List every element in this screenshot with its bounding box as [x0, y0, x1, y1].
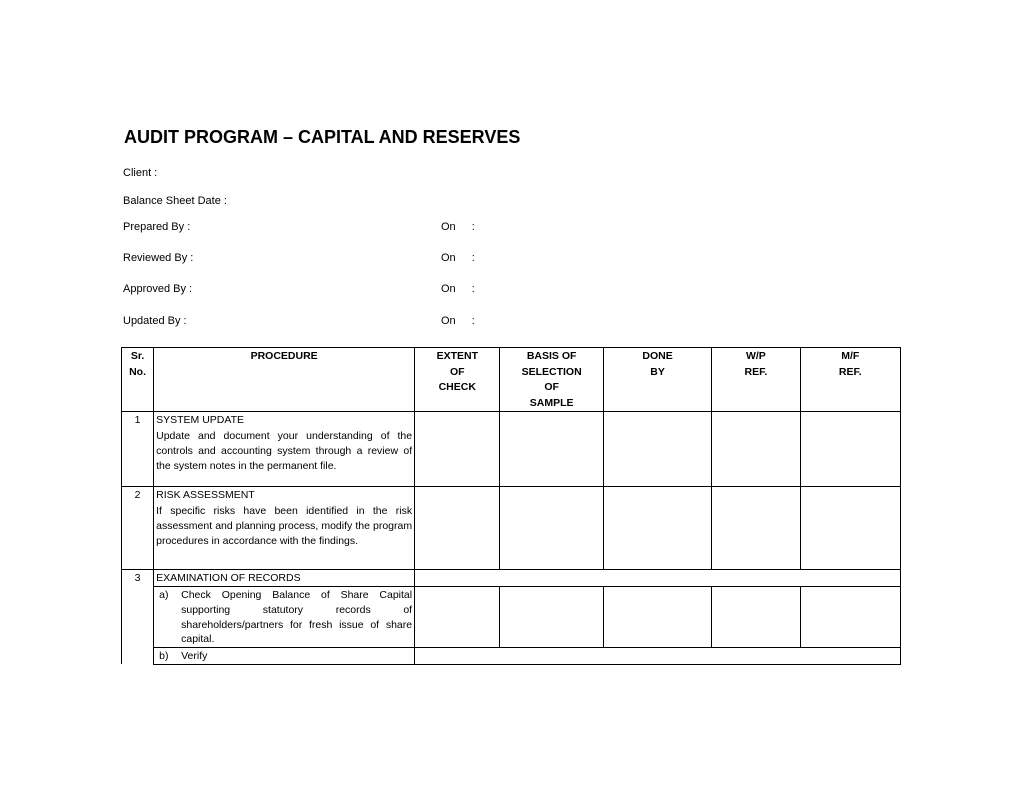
header-basis-of-selection: BASIS OF SELECTION OF SAMPLE [500, 348, 603, 412]
subitem-spacer [415, 648, 901, 665]
on-text: On [441, 283, 456, 295]
on-colon: : [471, 221, 475, 233]
extent-cell[interactable] [415, 487, 500, 570]
section-title: RISK ASSESSMENT [156, 489, 255, 501]
on-text: On [441, 315, 456, 327]
wp-ref-cell[interactable] [712, 587, 800, 648]
updated-on-label [441, 315, 475, 327]
table-row [122, 487, 901, 570]
on-text: On [441, 252, 456, 264]
extent-cell[interactable] [415, 587, 500, 648]
updated-by-label: Updated By : [123, 315, 187, 327]
header-wp-ref: W/P REF. [712, 348, 800, 412]
basis-cell[interactable] [500, 587, 603, 648]
reviewed-by-label: Reviewed By : [123, 252, 194, 264]
on-colon: : [471, 315, 475, 327]
wp-ref-cell[interactable] [712, 412, 800, 487]
procedure-subitem-cell [154, 648, 415, 665]
header-procedure: PROCEDURE [154, 348, 415, 412]
approved-on-label [441, 283, 475, 295]
on-colon: : [471, 283, 475, 295]
mf-ref-cell[interactable] [800, 487, 900, 570]
basis-cell[interactable] [500, 412, 603, 487]
procedure-subitem-cell [154, 587, 415, 648]
row-sr-no: 1 [122, 412, 154, 487]
table-row [122, 570, 901, 587]
client-label: Client : [123, 167, 158, 179]
done-by-cell[interactable] [603, 487, 711, 570]
reviewed-on-label [441, 252, 475, 264]
mf-ref-cell[interactable] [800, 412, 900, 487]
header-sr-no: Sr. No. [122, 348, 154, 412]
on-colon: : [471, 252, 475, 264]
done-by-cell[interactable] [603, 587, 711, 648]
procedure-cell [154, 412, 415, 487]
section-body: If specific risks have been identified in the risk assessment and planning process, modify the program procedures in accordance with the findings. [156, 505, 413, 547]
prepared-by-label: Prepared By : [123, 221, 191, 233]
page-title: AUDIT PROGRAM – CAPITAL AND RESERVES [124, 127, 521, 147]
section-title-spacer [415, 570, 901, 587]
approved-by-label: Approved By : [123, 283, 193, 295]
subitem-text: Verify [181, 650, 208, 663]
header-mf-ref: M/F REF. [800, 348, 900, 412]
table-row [122, 412, 901, 487]
procedure-cell [154, 487, 415, 570]
subitem-text: Check Opening Balance of Share Capital supporting statutory records of shareholders/partners for fresh issue of share capital. [181, 589, 413, 646]
row-sr-no: 2 [122, 487, 154, 570]
subitem-letter: b) [159, 650, 169, 663]
header-done-by: DONE BY [603, 348, 711, 412]
table-row [122, 587, 901, 648]
on-text: On [441, 221, 456, 233]
basis-cell[interactable] [500, 487, 603, 570]
wp-ref-cell[interactable] [712, 487, 800, 570]
subitem-letter: a) [159, 589, 169, 601]
prepared-on-label [441, 221, 475, 233]
list-item [154, 587, 414, 647]
section-body: Update and document your understanding of the controls and accounting system through a review of the system notes in the permanent file. [156, 430, 413, 472]
row-sr-no: 3 [122, 570, 154, 665]
mf-ref-cell[interactable] [800, 587, 900, 648]
extent-cell[interactable] [415, 412, 500, 487]
section-title: SYSTEM UPDATE [156, 414, 245, 426]
table-row [122, 648, 901, 665]
done-by-cell[interactable] [603, 412, 711, 487]
table-header-row [122, 348, 901, 412]
list-item [154, 648, 414, 664]
section-title: EXAMINATION OF RECORDS [154, 570, 415, 587]
header-extent-of-check: EXTENT OF CHECK [415, 348, 500, 412]
balance-sheet-date-label: Balance Sheet Date : [123, 195, 227, 207]
audit-program-table [121, 347, 901, 665]
